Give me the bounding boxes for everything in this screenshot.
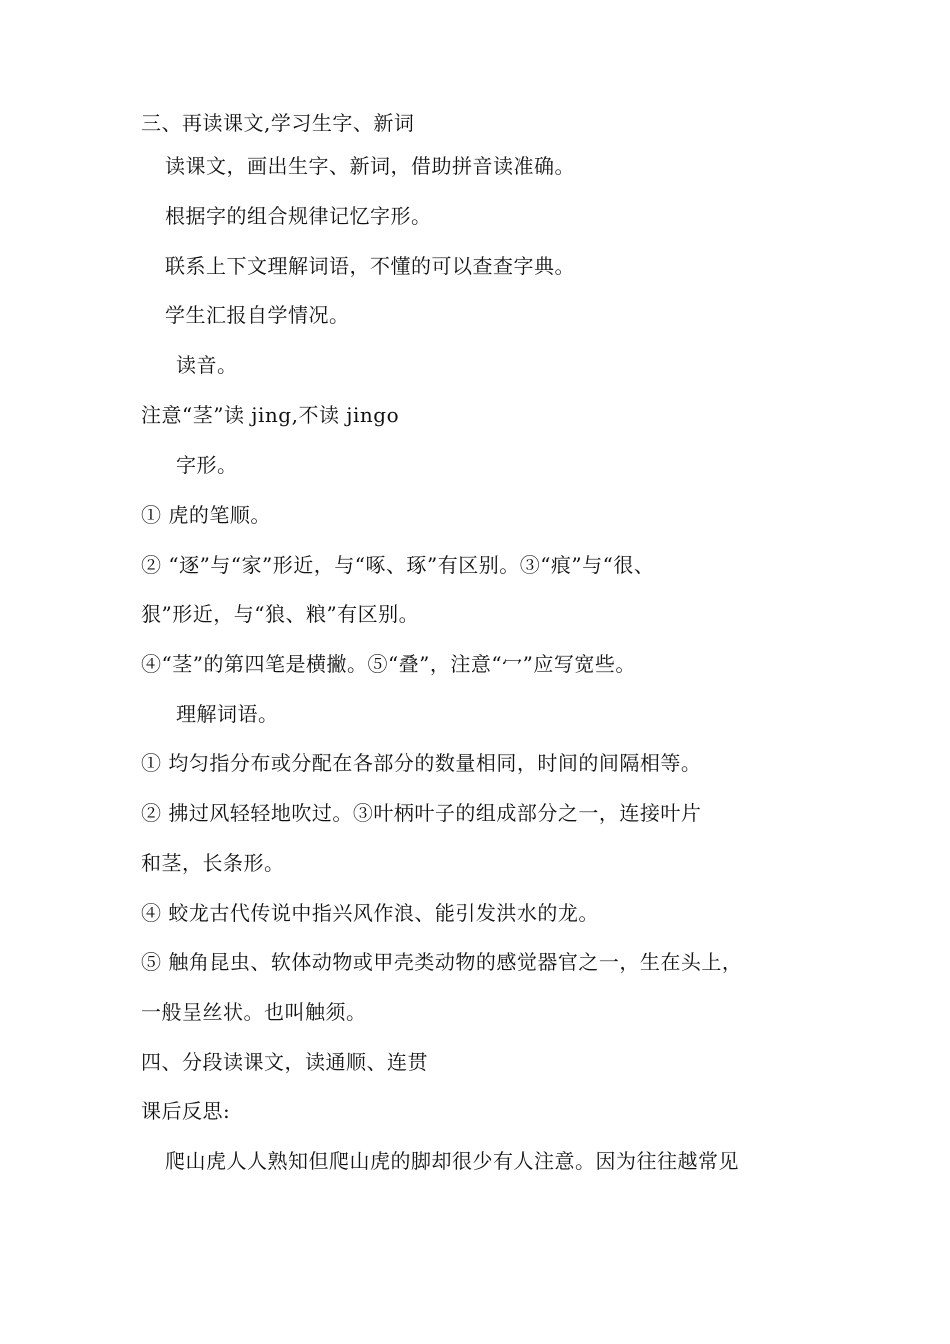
shape-item-4: ④“茎”的第四笔是横撇。⑤“叠”，注意“冖”应写宽些。 — [141, 652, 636, 676]
step-student-report: 学生汇报自学情况。 — [165, 303, 350, 327]
meaning-item-5-continued: 一般呈丝状。也叫触须。 — [141, 1000, 367, 1024]
step-understand-words: 联系上下文理解词语，不懂的可以查查字典。 — [165, 254, 575, 278]
reflection-paragraph: 爬山虎人人熟知但爬山虎的脚却很少有人注意。因为往往越常见 — [165, 1149, 739, 1173]
section-heading-4: 四、分段读课文，读通顺、连贯 — [141, 1050, 428, 1074]
step-read-text: 读课文，画出生字、新词，借助拼音读准确。 — [165, 154, 575, 178]
meaning-item-1: ① 均匀指分布或分配在各部分的数量相同，时间的间隔相等。 — [141, 751, 702, 775]
subheading-word-meaning: 理解词语。 — [176, 702, 279, 726]
meaning-item-5: ⑤ 触角昆虫、软体动物或甲壳类动物的感觉器官之一，生在头上， — [141, 950, 743, 974]
shape-item-2-continued: 狠”形近，与“狼、粮”有区别。 — [141, 602, 420, 626]
meaning-item-4: ④ 蛟龙古代传说中指兴风作浪、能引发洪水的龙。 — [141, 901, 599, 925]
subheading-pronunciation: 读音。 — [176, 353, 238, 377]
shape-item-1: ① 虎的笔顺。 — [141, 503, 271, 527]
subheading-character-shape: 字形。 — [176, 453, 238, 477]
shape-item-2: ② “逐”与“家”形近，与“啄、琢”有区别。③“痕”与“很、 — [141, 553, 655, 577]
meaning-item-2-continued: 和茎，长条形。 — [141, 851, 285, 875]
step-memorize-shapes: 根据字的组合规律记忆字形。 — [165, 204, 432, 228]
section-heading-3: 三、再读课文,学习生字、新词 — [141, 111, 415, 135]
pronunciation-note: 注意“茎”读 jing,不读 jingo — [141, 403, 400, 427]
reflection-heading: 课后反思: — [141, 1099, 231, 1123]
meaning-item-2: ② 拂过风轻轻地吹过。③叶柄叶子的组成部分之一，连接叶片 — [141, 801, 702, 825]
